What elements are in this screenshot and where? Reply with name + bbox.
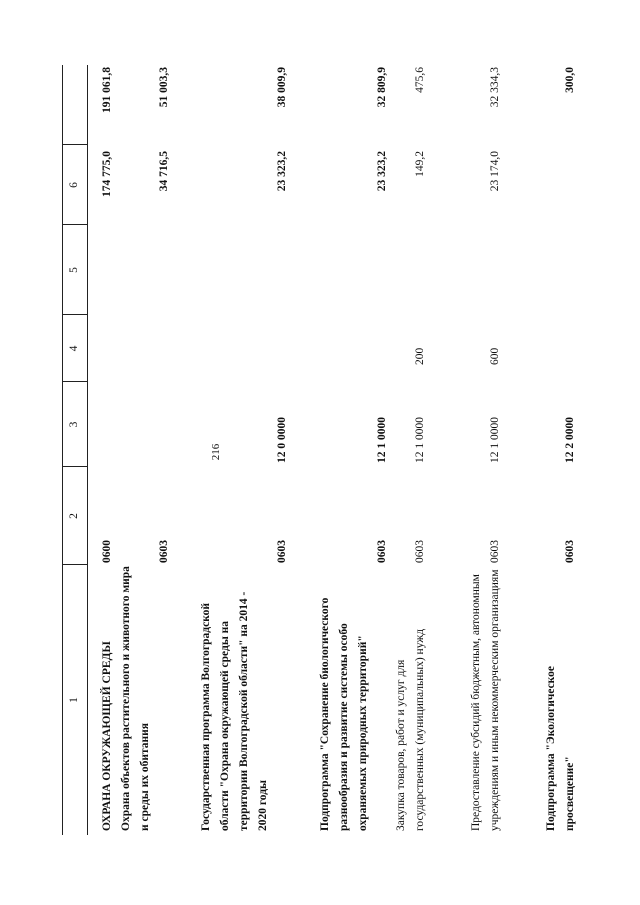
table-row-vr: 200 [414,347,426,365]
table-row-value-2015: 300,0 [564,67,576,93]
table-row-value-2014: 149,2 [414,151,426,177]
table-row-csr: 12 1 0000 [414,417,426,463]
table-top-border [62,65,63,835]
table-row-value-2015: 32 334,3 [489,67,501,108]
table-row-name: Подпрограмма "Сохранение биологического разнообразия и развитие системы особо охраняемых природных территорий" [319,597,369,831]
table-row-csr: 12 2 0000 [564,417,576,463]
header-col-6: 6 [68,182,80,188]
table-row-name: ОХРАНА ОКРУЖАЮЩЕЙ СРЕДЫ [101,641,113,831]
table-row-value-2015: 38 009,9 [276,67,288,108]
table-row-section: 0603 [158,540,170,563]
table-row-name: Закупка товаров, работ и услуг для государственных (муниципальных) нужд [395,628,426,831]
table-row-value-2015: 191 061,8 [101,67,113,113]
table-row-section: 0603 [276,540,288,563]
table-row-vr: 600 [489,347,501,365]
table-row-name: Предоставление субсидий бюджетным, автономным учреждениям и иным некоммерческим организациям [470,569,501,831]
header-col-2: 2 [68,513,80,519]
table-row-section: 0603 [376,540,388,563]
table-row-value-2014: 174 775,0 [101,151,113,197]
table-row-csr: 12 1 0000 [376,417,388,463]
table-row-value-2014: 23 323,2 [376,151,388,192]
header-col-5: 5 [68,267,80,273]
budget-table [62,65,597,835]
header-col-1: 1 [68,697,80,703]
table-row-section: 0603 [564,540,576,563]
table-row-section: 0600 [101,540,113,563]
table-row-value-2015: 51 003,3 [158,67,170,108]
table-row-csr: 12 0 0000 [276,417,288,463]
table-row-value-2014: 23 323,2 [276,151,288,192]
table-row-value-2015: 32 809,9 [376,67,388,108]
header-col-3: 3 [68,421,80,428]
table-row-name: Подпрограмма "Экологическое просвещение" [545,665,576,831]
table-row-name: Охрана объектов растительного и животного мира и среды их обитания [120,566,151,831]
table-row-section: 0603 [414,540,426,563]
table-row-csr: 12 1 0000 [489,417,501,463]
header-bottom-border [87,65,88,835]
table-row-value-2014: 23 174,0 [489,151,501,192]
table-row-section: 0603 [489,540,501,563]
table-row-value-2015: 475,6 [414,67,426,93]
page-number: 216 [210,443,222,461]
header-col-4: 4 [68,345,80,352]
table-row-value-2014: 34 716,5 [158,151,170,192]
table-row-name: Государственная программа Волгоградской области "Охрана окружающей среды на территории Волгоградской области" на 2014 - 2020 годы [200,591,269,831]
